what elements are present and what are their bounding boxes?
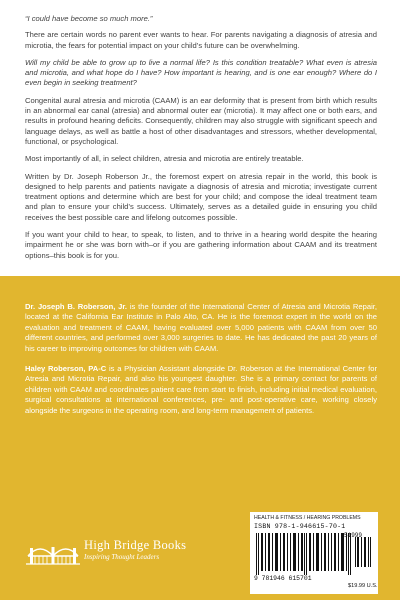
publisher-name: High Bridge Books [84, 538, 187, 552]
back-cover-upper-section [0, 0, 400, 276]
intro-paragraph: There are certain words no parent ever wants to hear. For parents navigating a diagnosis of atresia and microtia, the fears for potential impact on your child’s future can be overwhelming. [25, 30, 377, 50]
author-bio-2 [25, 364, 377, 416]
author-name-1: Dr. Joseph B. Roberson, Jr. [25, 302, 128, 311]
isbn-text: ISBN 978-1-946615-70-1 [254, 523, 346, 530]
barcode-number: 9 781946 615701 [254, 575, 312, 582]
isbn-barcode-block [250, 512, 378, 594]
purpose-paragraph: Written by Dr. Joseph Roberson Jr., the foremost expert on atresia repair in the world, this book is designed to help parents and patients navigate a diagnosis of atresia and microtia; investigate current treatment options and determine which are best for your child; and compose the ideal treatment team and plan to ensure your child’s success. Ultimately, serves as a detailed guide in ensuring you child receives the best possible care and lifelong outcomes possible. [25, 171, 377, 222]
barcode-image [256, 533, 372, 575]
closing-paragraph: If you want your child to hear, to speak, to listen, and to thrive in a hearing world despite the hearing impairment he or she was born with–or if you are gathering information about CAAM and its treatment options–this book is for you. [25, 230, 377, 260]
author-bio-1 [25, 302, 377, 354]
opening-quote: “I could have become so much more.” [25, 14, 153, 23]
author-name-2: Haley Roberson, PA-C [25, 364, 107, 374]
author-bio-section [0, 276, 400, 600]
bridge-icon [26, 534, 80, 568]
bisac-category: HEALTH & FITNESS / HEARING PROBLEMS [254, 515, 361, 521]
price-code: 51999 [344, 532, 363, 539]
definition-paragraph: Congenital aural atresia and microtia (CAAM) is an ear deformity that is present from birth which results in an abnormal ear canal (atresia) and abnormal outer ear (microtia). It may affect one or both ears, and results in profound hearing deficits. Consequently, children may also struggle with significant speech and language delays, as well as battle a host of other disadvantages and stressors, whether developmental, functional, or psychological. [25, 95, 377, 146]
questions-paragraph: Will my child be able to grow up to live a normal life? Is this condition treatable? What even is atresia and microtia, and what hope do I have? How important is hearing, and is one ear enough? Where do I even begin in seeking treatment? [25, 57, 377, 88]
publisher-logo [26, 532, 187, 572]
author-bio-text-1: is the founder of the International Center of Atresia and Microtia Repair, located at the California Ear Institute in Palo Alto, CA. He is the foremost expert in the world on the evaluation and treatment of CAAM, having evaluated over 5,000 patients with CAAM from over 50 different countries, and performed over 3,000 surgeries to date. He has dedicated the past 20 years of his career to improving outcomes for children with CAAM. [25, 302, 377, 353]
author-bio-text-2: is a Physician Assistant alongside Dr. Roberson at the International Center for Atresia and Microtia Repair, and also his youngest daughter. She is a primary contact for parents of children with CAAM and coordinates patient care from start to finish, including initial medical evaluation, surgical consultations at international conferences, pre- and post-operative care, working closely alongside the surgeons in the operating room, and long-term management of patients. [25, 364, 377, 415]
author-bios [25, 302, 377, 426]
description-text-block [25, 14, 377, 268]
publisher-tagline: Inspiring Thought Leaders [84, 553, 160, 561]
treatable-paragraph: Most importantly of all, in select children, atresia and microtia are entirely treatable. [25, 154, 304, 164]
retail-price: $19.99 U.S. [348, 583, 378, 589]
